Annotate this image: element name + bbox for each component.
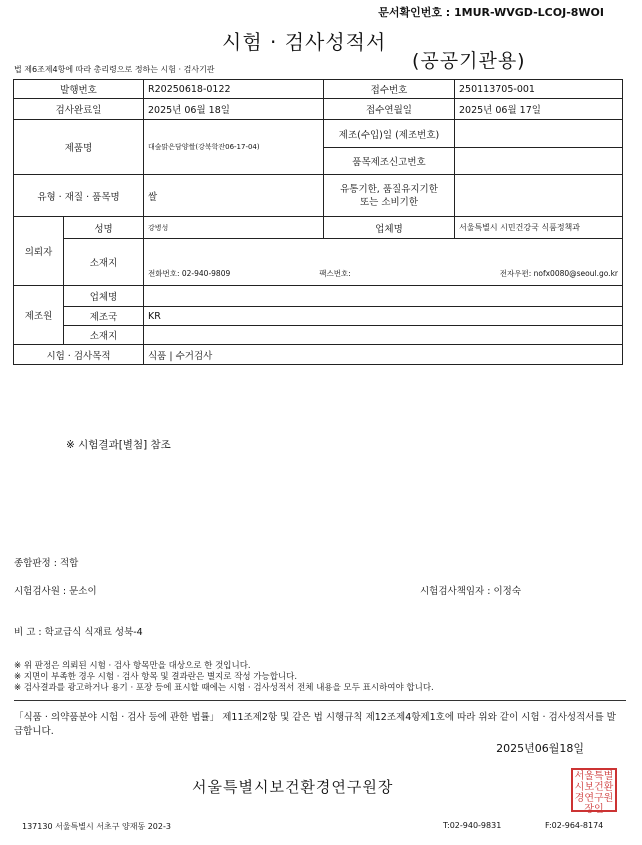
client-email: 전자우편: nofx0080@seoul.go.kr bbox=[499, 268, 618, 278]
product-report-number-value bbox=[455, 148, 623, 175]
receipt-date-label: 접수연월일 bbox=[324, 99, 455, 120]
client-name-label: 성명 bbox=[64, 217, 144, 239]
footer-tel: T:02-940-9831 bbox=[443, 821, 502, 830]
issue-number-label: 발행번호 bbox=[14, 80, 144, 99]
client-contact bbox=[144, 239, 623, 286]
note-item: ※ 검사결과를 광고하거나 용기 · 포장 등에 표시할 때에는 시험 · 검사성적서 전체 내용을 모두 표시하여야 합니다. bbox=[14, 683, 434, 693]
manufacturer-country-label: 제조국 bbox=[64, 307, 144, 326]
receipt-number-value: 250113705-001 bbox=[455, 80, 623, 99]
product-report-number-label: 품목제조신고번호 bbox=[324, 148, 455, 175]
purpose-label: 시험 · 검사목적 bbox=[14, 345, 144, 365]
client-label: 의뢰자 bbox=[14, 217, 64, 286]
document-subtitle: (공공기관용) bbox=[412, 50, 526, 72]
tester: 시험검사원 : 문소이 bbox=[14, 586, 97, 597]
footer-address: 137130 서울특별시 서초구 양재동 202-3 bbox=[22, 822, 171, 831]
overall-verdict: 종합판정 : 적합 bbox=[14, 558, 79, 569]
notes bbox=[14, 661, 434, 694]
test-manager: 시험검사책임자 : 이정숙 bbox=[420, 586, 522, 597]
issuing-agency: 서울특별시보건환경연구원장 bbox=[192, 778, 394, 796]
manufacturer-company-label: 업체명 bbox=[64, 286, 144, 307]
note-item: ※ 위 판정은 의뢰된 시험 · 검사 항목만을 대상으로 한 것입니다. bbox=[14, 661, 251, 671]
client-fax: 팩스번호: bbox=[319, 268, 351, 278]
client-company-value: 서울특별시 시민건강국 식품정책과 bbox=[455, 217, 623, 239]
note-item: ※ 지면이 부족한 경우 시험 · 검사 항목 및 결과란은 별지로 작성 가능합니다. bbox=[14, 672, 298, 682]
issue-number-value: R20250618-0122 bbox=[144, 80, 324, 99]
client-address-label: 소재지 bbox=[64, 239, 144, 286]
issue-date: 2025년06월18일 bbox=[496, 742, 584, 755]
expiry-value bbox=[455, 175, 623, 217]
manufacture-date-label: 제조(수입)일 (제조번호) bbox=[324, 120, 455, 148]
type-value: 쌀 bbox=[144, 175, 324, 217]
receipt-date-value: 2025년 06월 17일 bbox=[455, 99, 623, 120]
client-name-value: 강병성 bbox=[144, 217, 324, 239]
client-phone: 전화번호: 02-940-9809 bbox=[148, 268, 231, 278]
document-confirmation-number: 문서확인번호 : 1MUR-WVGD-LCOJ-8WOI bbox=[378, 6, 604, 19]
client-company-label: 업체명 bbox=[324, 217, 455, 239]
divider bbox=[14, 700, 626, 701]
completion-date-value: 2025년 06월 18일 bbox=[144, 99, 324, 120]
official-seal: 서울특별시보건환경연구원장인 bbox=[571, 768, 617, 812]
completion-date-label: 검사완료일 bbox=[14, 99, 144, 120]
product-name-value: 대숲맑은담양쌀(강북학잔06-17-04) bbox=[144, 120, 324, 175]
issuance-statement: 「식품 · 의약품분야 시험 · 검사 등에 관한 법률」 제11조제2항 및 같은 법 시행규칙 제12조제4항제1호에 따라 위와 같이 시험 · 검사성적서를 발급합니다. bbox=[14, 712, 616, 737]
manufacturer-company-value bbox=[144, 286, 623, 307]
receipt-number-label: 접수번호 bbox=[324, 80, 455, 99]
report-table bbox=[13, 79, 623, 365]
footer-fax: F:02-964-8174 bbox=[545, 821, 604, 830]
manufacture-date-value bbox=[455, 120, 623, 148]
remarks: 비 고 : 학교급식 식재료 성북-4 bbox=[14, 627, 143, 638]
manufacturer-address-label: 소재지 bbox=[64, 326, 144, 345]
purpose-value: 식품 | 수거검사 bbox=[144, 345, 623, 365]
expiry-label: 유통기한, 품질유지기한 또는 소비기한 bbox=[324, 175, 455, 217]
manufacturer-label: 제조원 bbox=[14, 286, 64, 345]
legal-basis-text: 법 제6조제4항에 따라 총리령으로 정하는 시험 · 검사기관 bbox=[14, 65, 215, 74]
results-reference-note: ※ 시험결과[별첨] 참조 bbox=[66, 439, 171, 451]
product-name-label: 제품명 bbox=[14, 120, 144, 175]
type-label: 유형 · 재질 · 품목명 bbox=[14, 175, 144, 217]
document-title: 시험 · 검사성적서 bbox=[222, 30, 387, 54]
manufacturer-address-value bbox=[144, 326, 623, 345]
manufacturer-country-value: KR bbox=[144, 307, 623, 326]
